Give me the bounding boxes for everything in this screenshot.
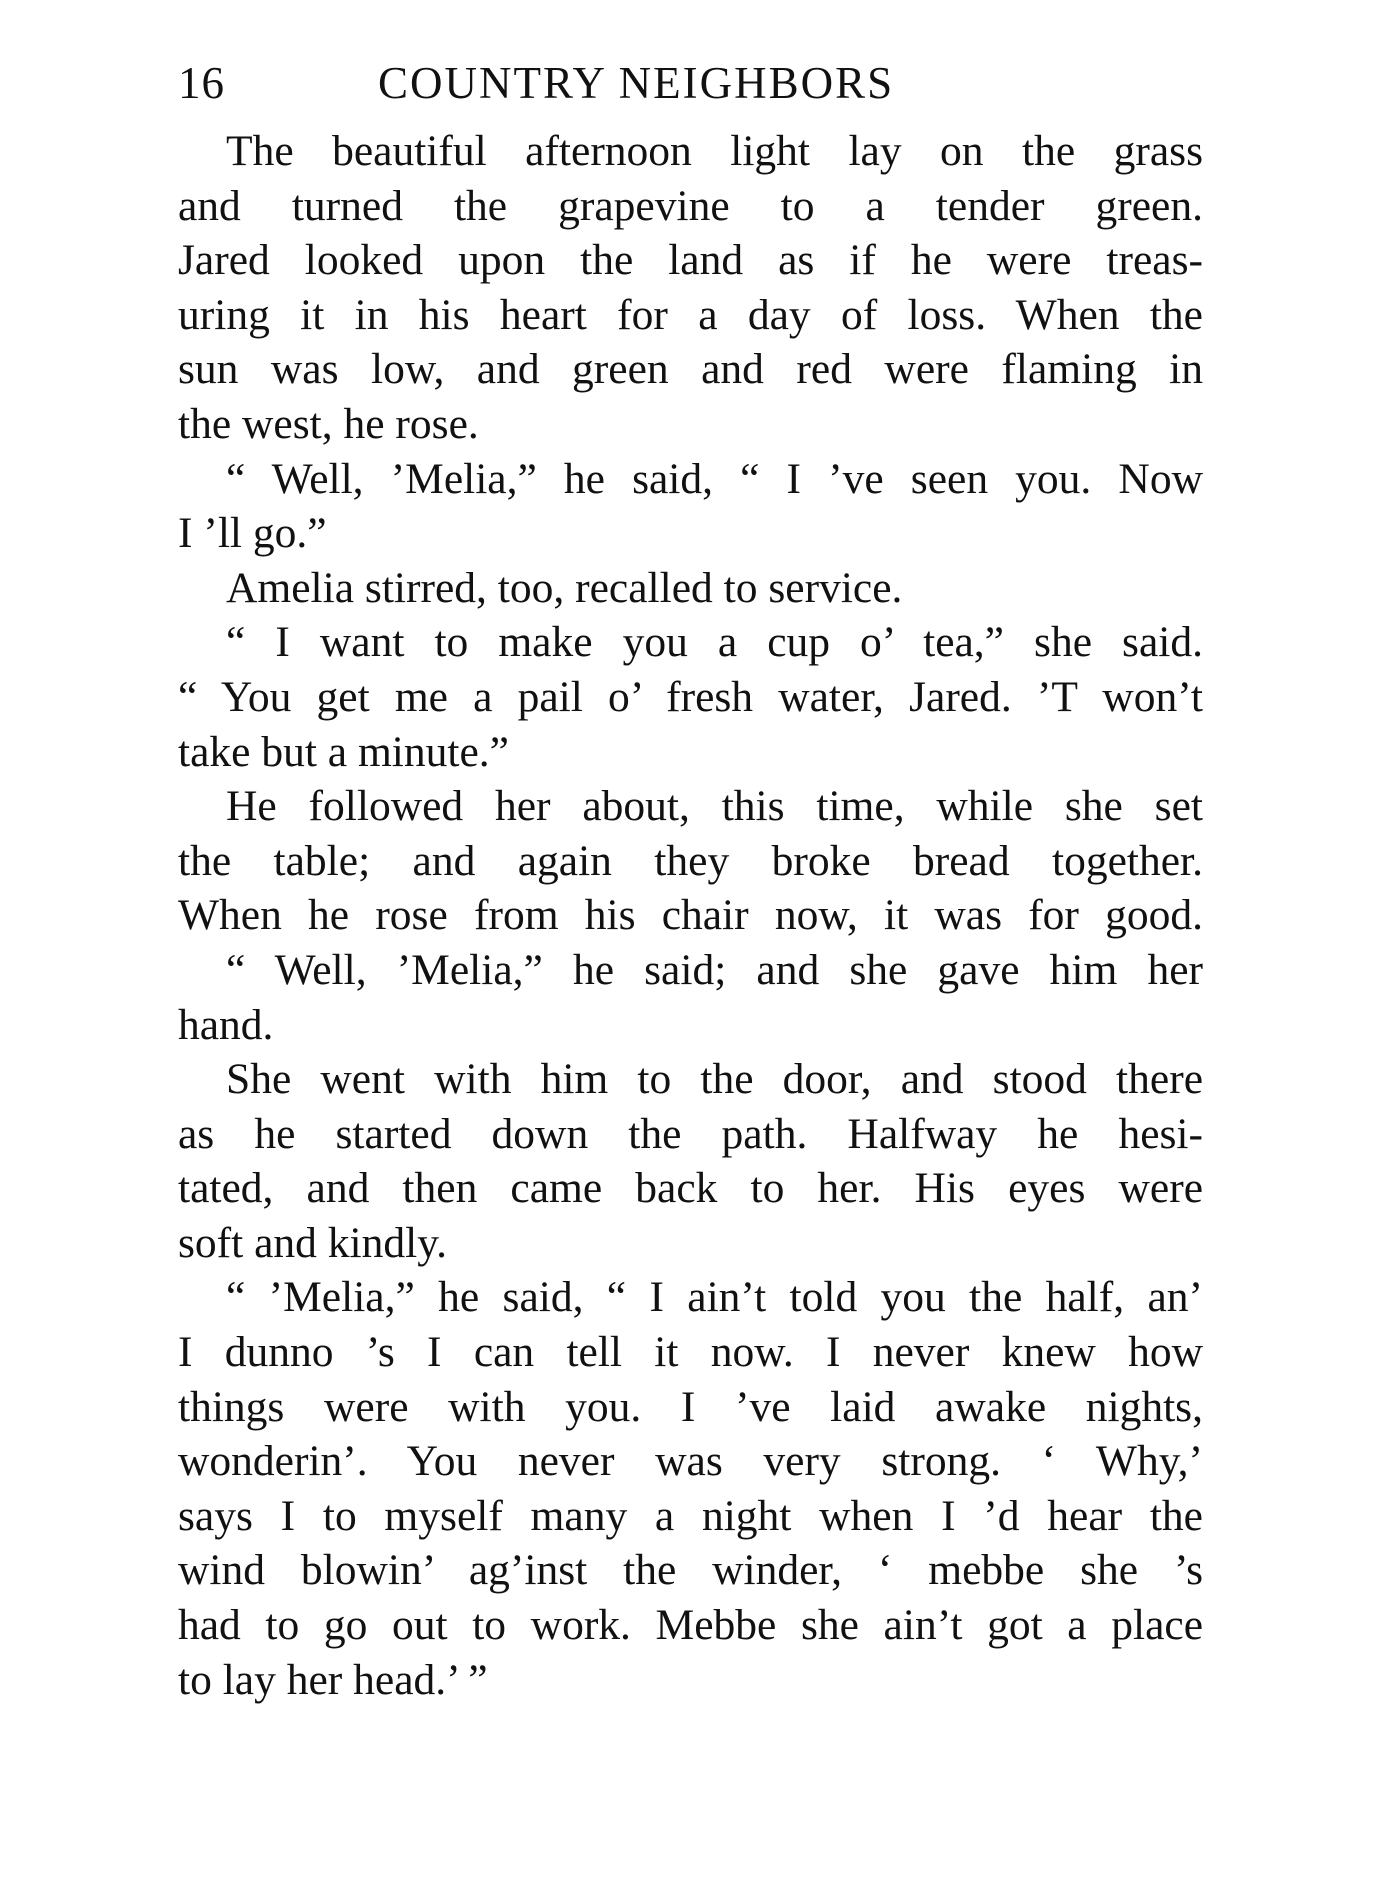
text-line: Amelia stirred, too, recalled to service. xyxy=(226,563,903,612)
body-text xyxy=(178,124,1203,1707)
text-line: had to go out to work. Mebbe she ain’t got a place xyxy=(178,1601,1203,1650)
text-line: wonderin’. You never was very strong. ‘ Why,’ xyxy=(178,1437,1203,1486)
text-line: says I to myself many a night when I ’d hear the xyxy=(178,1491,1203,1540)
text-line: the west, he rose. xyxy=(178,399,479,448)
text-line: “ You get me a pail o’ fresh water, Jared. ’T won’t xyxy=(178,672,1203,721)
text-line: soft and kindly. xyxy=(178,1218,448,1267)
text-line: hand. xyxy=(178,1000,274,1049)
text-line: She went with him to the door, and stood there xyxy=(226,1055,1203,1104)
text-line: When he rose from his chair now, it was for good. xyxy=(178,891,1203,940)
text-line: and turned the grapevine to a tender green. xyxy=(178,181,1203,230)
text-line: uring it in his heart for a day of loss. When the xyxy=(178,290,1203,339)
text-line: I dunno ’s I can tell it now. I never knew how xyxy=(178,1328,1203,1377)
text-line: I ’ll go.” xyxy=(178,509,327,558)
text-line: wind blowin’ ag’inst the winder, ‘ mebbe she ’s xyxy=(178,1546,1203,1595)
book-page xyxy=(178,48,1203,1707)
text-line: Jared looked upon the land as if he were treas- xyxy=(178,236,1203,285)
text-line: as he started down the path. Halfway he hesi- xyxy=(178,1109,1203,1158)
page-number: 16 xyxy=(178,58,225,108)
text-line: to lay her head.’ ” xyxy=(178,1655,488,1704)
text-line: “ I want to make you a cup o’ tea,” she said. xyxy=(226,618,1203,667)
text-line: sun was low, and green and red were flaming in xyxy=(178,345,1203,394)
text-line: the table; and again they broke bread together. xyxy=(178,836,1203,885)
text-line: The beautiful afternoon light lay on the grass xyxy=(226,127,1203,175)
text-line: “ Well, ’Melia,” he said, “ I ’ve seen you. Now xyxy=(226,454,1203,503)
text-line: “ ’Melia,” he said, “ I ain’t told you the half, an’ xyxy=(226,1273,1203,1322)
text-line: tated, and then came back to her. His eyes were xyxy=(178,1164,1203,1213)
text-line: He followed her about, this time, while she set xyxy=(226,782,1203,831)
text-line: “ Well, ’Melia,” he said; and she gave him her xyxy=(226,945,1203,994)
running-head xyxy=(178,48,1203,118)
text-line: take but a minute.” xyxy=(178,727,509,776)
running-title: COUNTRY NEIGHBORS xyxy=(378,58,895,108)
text-line: things were with you. I ’ve laid awake nights, xyxy=(178,1382,1203,1431)
